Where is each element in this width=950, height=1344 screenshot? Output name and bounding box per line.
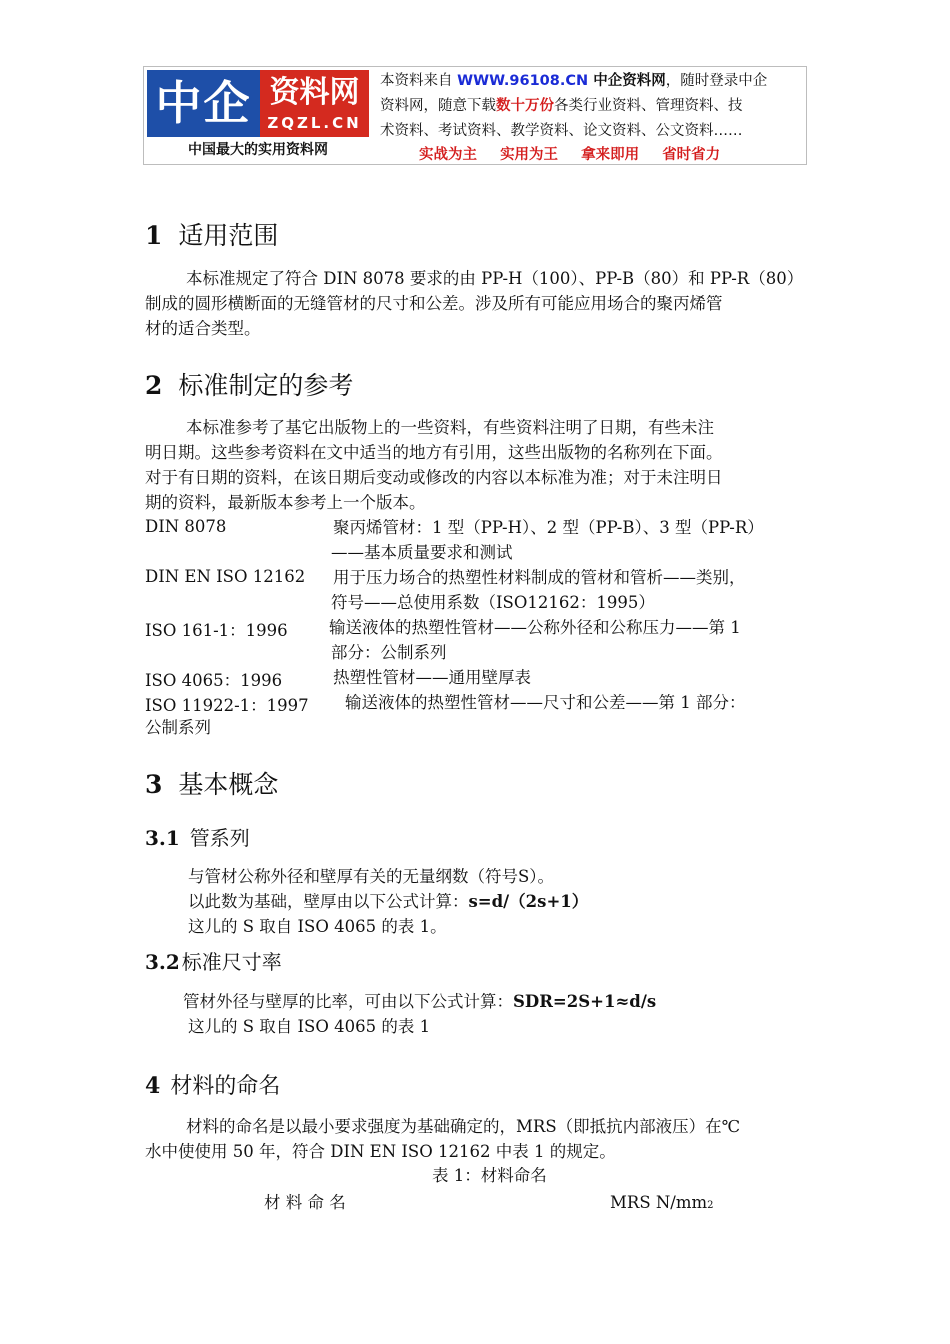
reference-title-cont: 公制系列 <box>145 718 211 737</box>
logo-domain: ZQZL.CN <box>267 114 362 132</box>
paragraph-line: 明日期。这些参考资料在文中适当的地方有引用，这些出版物的名称列在下面。 <box>145 443 723 462</box>
section-title: 适用范围 <box>178 221 279 250</box>
paragraph-line: 本标准参考了基它出版物上的一些资料，有些资料注明了日期，有些未注 <box>186 418 714 437</box>
reference-code: ISO 11922-1：1997 <box>145 696 309 715</box>
reference-title: 输送液体的热塑性管材——公称外径和公称压力——第 1 <box>329 618 741 637</box>
section-title: 标准制定的参考 <box>178 371 354 400</box>
logo-secondary-text: 资料网 <box>269 75 360 110</box>
formula: s=d/（2s+1） <box>468 892 589 911</box>
table-header-mrs-text: MRS N/mm <box>610 1193 708 1212</box>
promo-line-1 <box>380 69 806 94</box>
subsection-number: 3.1 <box>145 826 180 850</box>
header-banner <box>143 66 807 165</box>
section-3-heading <box>145 765 278 801</box>
table-header-material: 材 料 命 名 <box>264 1193 346 1212</box>
paragraph-line: 材料的命名是以最小要求强度为基础确定的，MRS（即抵抗内部液压）在℃ <box>186 1117 741 1136</box>
section-4-heading <box>145 1069 280 1100</box>
reference-title: 用于压力场合的热塑性材料制成的管材和管析——类别， <box>333 568 746 587</box>
section-number: 2 <box>145 371 163 400</box>
paragraph-line: 与管材公称外径和壁厚有关的无量纲数（符号S）。 <box>188 867 555 886</box>
subsection-number: 3.2 <box>145 950 180 974</box>
reference-title: 聚丙烯管材：1 型（PP-H）、2 型（PP-B）、3 型（PP-R） <box>333 518 764 537</box>
promo-line-2 <box>380 94 806 119</box>
logo-secondary <box>260 70 369 137</box>
slogan: 实战为主 <box>419 147 477 163</box>
table-caption: 表 1：材料命名 <box>432 1166 547 1185</box>
paragraph-line: 材的适合类型。 <box>145 319 261 338</box>
slogan: 实用为王 <box>500 147 559 163</box>
formula-label: 以此数为基础，壁厚由以下公式计算： <box>188 892 469 911</box>
promo-line2-prefix: 资料网，随意下载 <box>380 98 496 114</box>
paragraph-line: 这儿的 S 取自 ISO 4065 的表 1 <box>188 1017 431 1036</box>
promo-text <box>380 69 806 144</box>
reference-title-cont: 符号——总使用系数（ISO12162：1995） <box>331 593 655 612</box>
reference-title: 输送液体的热塑性管材——尺寸和公差——第 1 部分： <box>345 693 746 712</box>
reference-code: ISO 161-1：1996 <box>145 621 288 640</box>
formula-label: 管材外径与壁厚的比率，可由以下公式计算： <box>183 992 513 1011</box>
subsection-3-2-heading <box>145 946 282 975</box>
slogans <box>419 143 809 164</box>
slogan: 省时省力 <box>662 147 721 163</box>
promo-prefix: 本资料来自 <box>380 73 458 89</box>
table-header-mrs-exponent: 2 <box>707 1200 714 1211</box>
section-number: 3 <box>145 770 163 799</box>
promo-line2-suffix: 各类行业资料、管理资料、技 <box>554 98 743 114</box>
subsection-title: 标准尺寸率 <box>181 950 282 974</box>
table-header-mrs <box>610 1190 714 1218</box>
formula: SDR=2S+1≈d/s <box>513 992 657 1011</box>
section-title: 基本概念 <box>178 770 279 799</box>
promo-line-3: 术资料、考试资料、教学资料、论文资料、公文资料…… <box>380 123 743 139</box>
paragraph-line: 对于有日期的资料，在该日期后变动或修改的内容以本标准为准；对于未注明日 <box>145 468 723 487</box>
paragraph-line: 期的资料，最新版本参考上一个版本。 <box>145 493 426 512</box>
logo-main: 中企 <box>147 70 260 137</box>
promo-suffix: ，随时登录中企 <box>665 73 768 89</box>
paragraph-line: 本标准规定了符合 DIN 8078 要求的由 PP-H（100）、PP-B（80）和 PP-R（80） <box>186 269 804 288</box>
section-title: 材料的命名 <box>170 1074 281 1099</box>
paragraph-line: 制成的圆形横断面的无缝管材的尺寸和公差。涉及所有可能应用场合的聚丙烯管 <box>145 294 723 313</box>
paragraph-line: 水中使使用 50 年，符合 DIN EN ISO 12162 中表 1 的规定。 <box>145 1142 616 1161</box>
site-url-link[interactable]: WWW.96108.CN <box>457 73 589 89</box>
reference-code: DIN EN ISO 12162 <box>145 567 306 586</box>
logo-tagline: 中国最大的实用资料网 <box>188 142 328 158</box>
reference-code: ISO 4065：1996 <box>145 671 283 690</box>
section-1-heading <box>145 216 278 252</box>
section-number: 1 <box>145 221 163 250</box>
paragraph-line: 这儿的 S 取自 ISO 4065 的表 1。 <box>188 917 447 936</box>
formula-line <box>183 989 656 1014</box>
section-2-heading <box>145 366 353 402</box>
subsection-title: 管系列 <box>189 826 250 850</box>
subsection-3-1-heading <box>145 822 250 851</box>
reference-title-cont: ——基本质量要求和测试 <box>331 543 513 562</box>
section-number: 4 <box>145 1073 161 1099</box>
promo-site-name: 中企资料网 <box>588 73 666 89</box>
promo-highlight: 数十万份 <box>496 98 554 114</box>
reference-title-cont: 部分：公制系列 <box>331 643 447 662</box>
slogan: 拿来即用 <box>581 147 640 163</box>
reference-title: 热塑性管材——通用壁厚表 <box>333 668 531 687</box>
reference-code: DIN 8078 <box>145 517 227 536</box>
formula-line <box>188 889 588 914</box>
